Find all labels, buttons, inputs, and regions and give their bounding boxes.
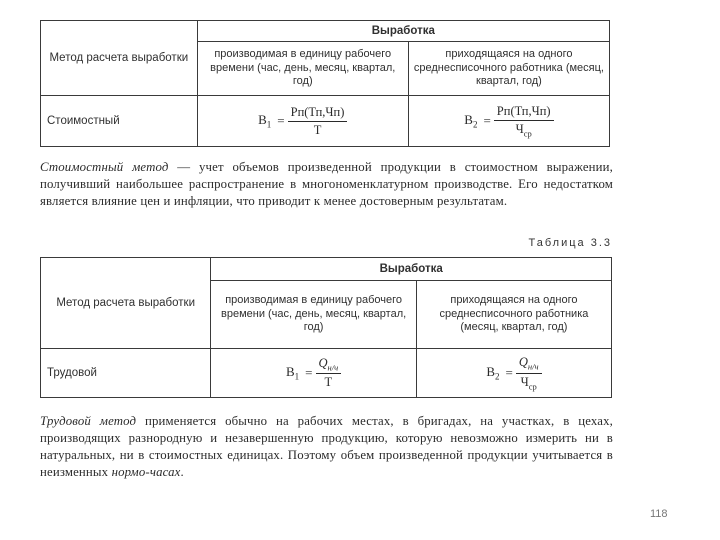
formula-b1-lhs: В <box>286 364 295 380</box>
formula-b2-denominator-sub: ср <box>528 381 537 391</box>
per-time-unit-header <box>211 281 416 349</box>
formula-b2-fraction <box>494 104 554 139</box>
formula-cell-b1 <box>197 96 408 147</box>
formula-b2-lhs: В <box>486 364 495 380</box>
formula-b1-numerator: $Q_{н/ч}$ <box>316 356 342 375</box>
formula-b1-denominator: Т <box>313 122 322 137</box>
formula-b2-lhs-sub: 2 <box>494 371 500 382</box>
output-method-table-labor <box>40 257 612 398</box>
per-employee-header <box>408 42 609 96</box>
cost-method-description: — учет объемов произведенной продукции в стоимостном выражении, получивший наибольшее распространение в многономенклатурном производстве. Его недостатком является влияние цен и инфляции, что приводит к менее достоверным результатам. <box>40 160 613 208</box>
formula-b1-lhs-sub: 1 <box>294 371 300 382</box>
table-header-row <box>41 21 610 42</box>
row-label-cost <box>41 96 198 147</box>
formula-b1-denominator: Т <box>324 375 333 390</box>
norm-hours-term: нормо-часах <box>111 465 181 479</box>
per-employee-header-text: приходящаяся на одного среднесписочного работника (месяц, квартал, год) <box>439 294 589 334</box>
formula-b1-numerator-sub: н/ч <box>327 362 339 373</box>
per-employee-header-text: приходящаяся на одного среднесписочного работника (месяц, квартал, год) <box>413 48 604 88</box>
method-header-text: Метод расчета выработки <box>56 297 196 309</box>
output-group-header <box>197 21 609 42</box>
row-label-labor-text: Трудовой <box>47 367 97 379</box>
formula-b2 <box>486 355 541 391</box>
page-number: 118 <box>650 508 668 520</box>
per-employee-header <box>416 281 611 349</box>
equals-sign: = <box>305 365 313 380</box>
method-header-cell <box>41 21 198 96</box>
formula-b2 <box>464 104 553 139</box>
table-caption: Таблица 3.3 <box>528 237 612 249</box>
formula-b2-lhs-sub: 2 <box>472 119 478 130</box>
output-group-header-text: Выработка <box>379 263 443 276</box>
formula-b1-fraction <box>316 356 342 391</box>
table-header-row <box>41 258 612 281</box>
labor-method-paragraph: Трудовой метод применяется обычно на рабочих местах, в бригадах, на участках, в цехах, производящих разнородную и незавершенную продукцию, которую невозможно измерить ни в натуральных, ни в стоимостных единицах. Поэтому объем произведенной продукции учитывается в неизменных нормо-часах. <box>40 414 613 479</box>
equals-sign: = <box>277 113 285 128</box>
cost-method-paragraph <box>40 159 613 210</box>
output-group-header <box>211 258 612 281</box>
formula-b2-denominator: $Ч_{ср}$ <box>520 374 537 391</box>
row-label-cost-text: Стоимостный <box>47 115 120 127</box>
labor-method-description: применяется обычно на рабочих местах, в бригадах, на участках, в цехах, производящих разнородную и незавершенную продукцию, которую невозможно измерить ни в натуральных, ни в стоимостных единицах. Поэтому объем произведенной продукции учитывается в неизменных <box>40 414 613 479</box>
formula-b2-denominator-sub: ср <box>523 128 532 139</box>
formula-b2-numerator: Рп(Тп,Чп) <box>494 104 554 121</box>
output-group-header-text: Выработка <box>371 25 435 38</box>
per-time-unit-header-text: производимая в единицу рабочего времени (час, день, месяц, квартал, год) <box>220 294 407 334</box>
formula-b1-numerator: Рп(Тп,Чп) <box>288 105 348 122</box>
per-time-unit-header-text: производимая в единицу рабочего времени (час, день, месяц, квартал, год) <box>210 48 396 88</box>
cost-method-term: Стоимостный метод <box>40 160 169 174</box>
formula-cell-b2 <box>408 96 609 147</box>
formula-b1-fraction <box>288 105 348 138</box>
output-method-table-cost <box>40 20 610 147</box>
equals-sign: = <box>505 365 513 380</box>
formula-cell-b1 <box>211 349 416 398</box>
labor-method-term: Трудовой метод <box>40 414 137 428</box>
formula-b2-denominator: $Ч_{ср}$ <box>515 121 532 139</box>
per-time-unit-header <box>197 42 408 96</box>
method-header-cell <box>41 258 211 349</box>
method-header-text: Метод расчета выработки <box>49 52 189 64</box>
formula-b1 <box>286 356 341 391</box>
equals-sign: = <box>483 113 491 128</box>
formula-b2-numerator: $Q_{н/ч}$ <box>516 355 542 374</box>
table-row <box>41 349 612 398</box>
formula-b2-numerator-sub: н/ч <box>527 361 539 372</box>
formula-b2-fraction <box>516 355 542 391</box>
formula-b2-lhs: В <box>464 112 473 128</box>
formula-b1-lhs: В <box>258 112 267 128</box>
row-label-labor <box>41 349 211 398</box>
formula-b1-lhs-sub: 1 <box>266 119 272 130</box>
formula-b1 <box>258 105 347 138</box>
formula-cell-b2 <box>416 349 611 398</box>
table-row <box>41 96 610 147</box>
